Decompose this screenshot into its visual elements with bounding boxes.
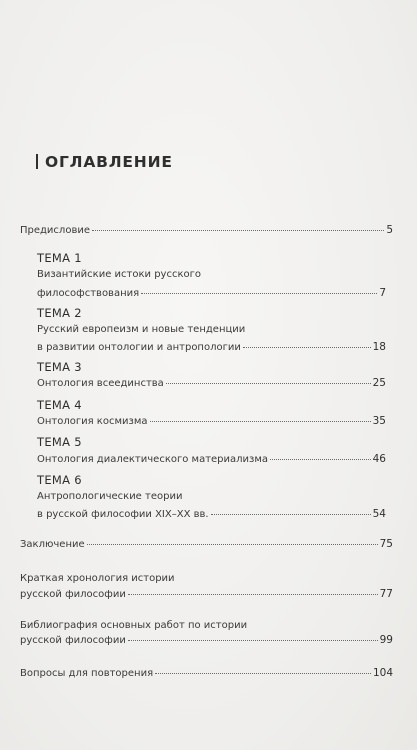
toc-entry-topic-2[interactable] [37,341,386,353]
dot-leader [211,514,371,515]
toc-entry-page: 35 [372,415,386,427]
toc-entry-title: Предисловие [20,225,90,236]
toc-entry-title: Заключение [20,539,85,550]
topic-label: ТЕМА 5 [37,435,82,449]
topic-label: ТЕМА 1 [37,251,82,265]
topic-title-line: Онтология диалектического материализма [37,454,269,465]
toc-entry-page: 54 [372,508,386,520]
toc-heading-text: ОГЛАВЛЕНИЕ [45,153,173,171]
dot-leader [243,347,371,348]
toc-entry-bibliography[interactable] [20,634,393,646]
toc-entry-title-line: Краткая хронология истории [20,573,175,584]
topic-title-line: Русский европеизм и новые тенденции [37,324,246,335]
topic-title-line: Византийские истоки русского [37,269,201,280]
topic-title-line: в развитии онтологии и антропологии [37,342,241,353]
toc-entry-topic-4[interactable] [37,415,386,427]
topic-title-line: в русской философии XIX–XX вв. [37,509,209,520]
topic-title-line: Онтология космизма [37,416,148,427]
toc-entry-title-line: Библиография основных работ по истории [20,620,248,631]
dot-leader [166,383,371,384]
topic-label: ТЕМА 3 [37,360,82,374]
dot-leader [141,293,377,294]
dot-leader [270,459,371,460]
dot-leader [92,230,384,231]
topic-label: ТЕМА 2 [37,306,82,320]
toc-entry-title: Вопросы для повторения [20,668,154,679]
dot-leader [128,640,378,641]
toc-entry-title-line: русской философии [20,589,126,600]
toc-entry-page: 18 [372,341,386,353]
topic-title-line: философствования [37,288,140,299]
toc-entry-page: 104 [372,667,393,679]
dot-leader [150,421,371,422]
toc-entry-topic-3[interactable] [37,377,386,389]
dot-leader [128,594,378,595]
topic-label: ТЕМА 4 [37,398,82,412]
toc-entry-page: 75 [379,538,393,550]
toc-entry-page: 25 [372,377,386,389]
toc-entry-conclusion[interactable] [20,538,393,550]
toc-entry-topic-6[interactable] [37,508,386,520]
toc-entry-title-line: русской философии [20,635,126,646]
dot-leader [87,544,378,545]
topic-title-line: Онтология всеединства [37,378,164,389]
toc-entry-topic-5[interactable] [37,453,386,465]
toc-entry-page: 5 [386,224,393,236]
dot-leader [155,673,371,674]
topic-label: ТЕМА 6 [37,473,82,487]
toc-entry-chronology[interactable] [20,588,393,600]
toc-entry-page: 46 [372,453,386,465]
toc-entry-questions[interactable] [20,667,393,679]
toc-entry-page: 77 [379,588,393,600]
toc-entry-topic-1[interactable] [37,287,386,299]
topic-title-line: Антропологические теории [37,491,183,502]
toc-entry-preface[interactable] [20,224,393,236]
toc-entry-page: 7 [379,287,386,299]
toc-entry-page: 99 [379,634,393,646]
